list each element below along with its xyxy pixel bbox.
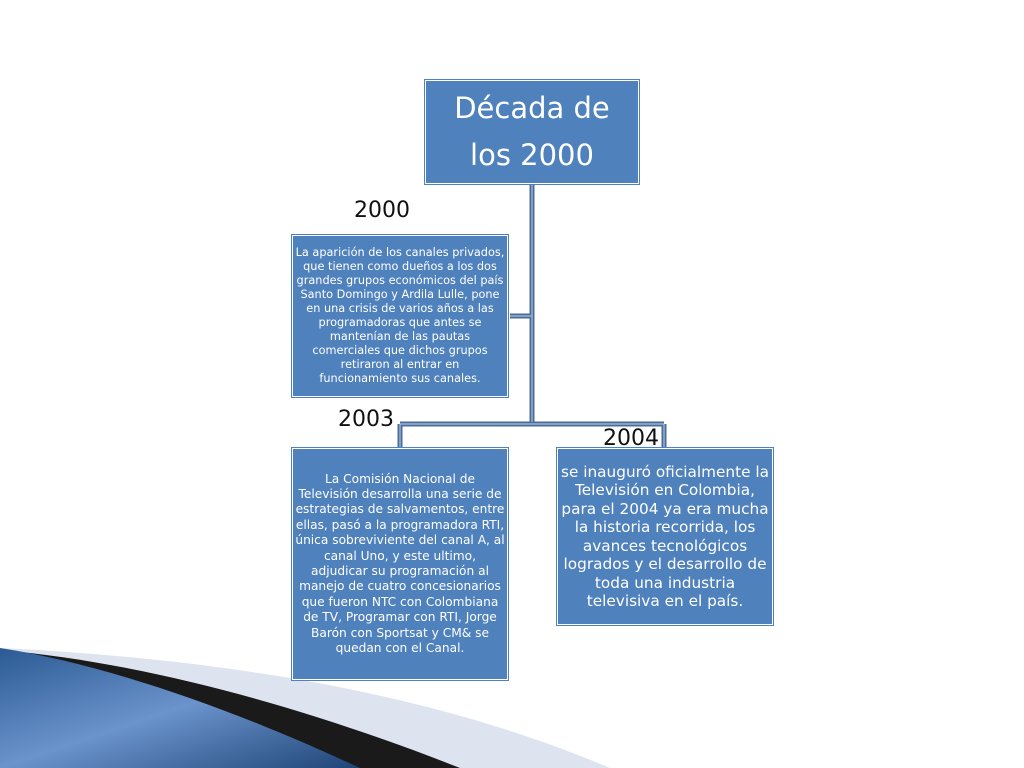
- node-2003-text: La Comisión Nacional de Televisión desarrolla una serie de estrategias de salvamentos, entre ellas, pasó a la programadora RTI, única sobreviviente del canal A, al canal Uno, y este ultimo, adjudicar su programación al manejo de cuatro concesionarios que fueron NTC con Colombiana de TV, Programar con RTI, Jorge Barón con Sportsat y CM& se quedan con el Canal.: [295, 471, 505, 656]
- year-label-2004: 2004: [603, 426, 659, 451]
- node-2003: [292, 448, 508, 680]
- node-2000: [292, 235, 508, 397]
- root-node-label: Década de los 2000: [454, 91, 610, 172]
- node-2000-text: La aparición de los canales privados, que tienen como dueños a los dos grandes grupos económicos del país Santo Domingo y Ardila Lulle, pone en una crisis de varios años a las programadoras que antes se mantenían de las pautas comerciales que dichos grupos retiraron al entrar en funcionamiento sus canales.: [295, 246, 505, 385]
- node-2004-text: se inauguró oficialmente la Televisión en Colombia, para el 2004 ya era mucha la historia recorrida, los avances tecnológicos logrados y el desarrollo de toda una industria televisiva en el país.: [560, 462, 770, 610]
- node-2004: [557, 448, 773, 625]
- year-label-2003: 2003: [338, 407, 394, 432]
- root-node: [425, 80, 639, 184]
- year-label-2000: 2000: [354, 198, 410, 223]
